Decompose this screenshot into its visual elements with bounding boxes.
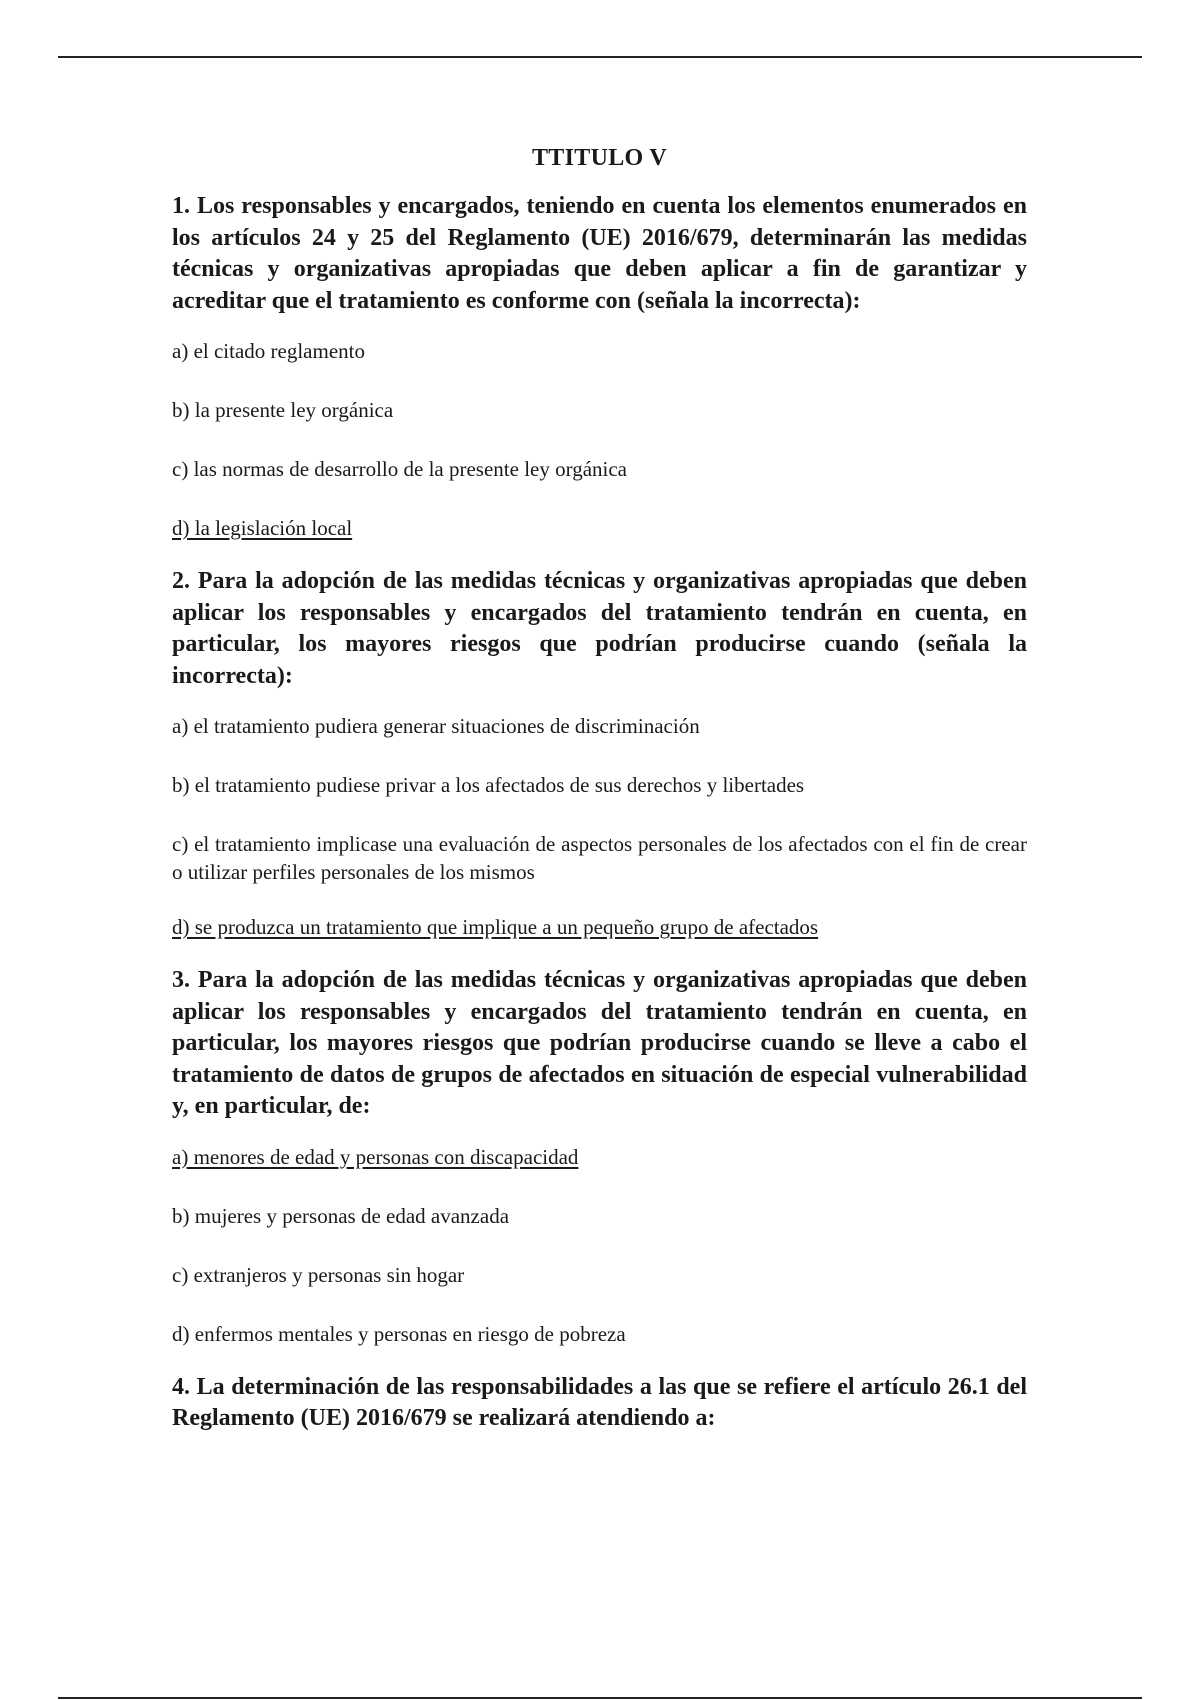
page-title: TTITULO V: [532, 145, 667, 171]
answer-option-c: c) las normas de desarrollo de la presente ley orgánica: [172, 457, 628, 481]
answer-options: [172, 1143, 1027, 1348]
answer-option-d: d) enfermos mentales y personas en riesgo de pobreza: [172, 1321, 626, 1346]
question-text: 4. La determinación de las responsabilidades a las que se refiere el artículo 26.1 del Reglamento (UE) 2016/679 se realizará atendiendo a:: [172, 1373, 1027, 1431]
document-body: [172, 143, 1027, 1435]
question-4: [172, 1372, 1027, 1435]
answer-option-a-correct: a) menores de edad y personas con discapacidad: [172, 1144, 579, 1169]
answer-option-a: a) el citado reglamento: [172, 339, 365, 363]
answer-option-b: b) la presente ley orgánica: [172, 398, 394, 422]
answer-option-a: a) el tratamiento pudiera generar situaciones de discriminación: [172, 714, 700, 738]
question-text: 3. Para la adopción de las medidas técnicas y organizativas apropiadas que deben aplicar los responsables y encargados del tratamiento tendrán en cuenta, en particular, los mayores riesgos que podrían producirse cuando se lleve a cabo el tratamiento de datos de grupos de afectados en situación de especial vulnerabilidad y, en particular, de:: [172, 967, 1027, 1119]
answer-options: [172, 712, 1027, 941]
answer-option-d-correct: d) la legislación local: [172, 516, 353, 540]
footer-rule: [58, 1697, 1142, 1699]
answer-options: [172, 337, 1027, 542]
header-rule: [58, 56, 1142, 58]
answer-option-d-correct: d) se produzca un tratamiento que implique a un pequeño grupo de afectados: [172, 915, 819, 939]
question-2: [172, 566, 1027, 941]
question-3: [172, 965, 1027, 1348]
answer-option-c: c) extranjeros y personas sin hogar: [172, 1262, 465, 1287]
answer-option-b: b) el tratamiento pudiese privar a los afectados de sus derechos y libertades: [172, 773, 805, 797]
question-text: 2. Para la adopción de las medidas técnicas y organizativas apropiadas que deben aplicar los responsables y encargados del tratamiento tendrán en cuenta, en particular, los mayores riesgos que podrían producirse cuando (señala la incorrecta):: [172, 568, 1027, 689]
question-1: [172, 191, 1027, 542]
answer-option-b: b) mujeres y personas de edad avanzada: [172, 1203, 510, 1228]
question-text: 1. Los responsables y encargados, teniendo en cuenta los elementos enumerados en los artículos 24 y 25 del Reglamento (UE) 2016/679, determinarán las medidas técnicas y organizativas apropiadas que deben aplicar a fin de garantizar y acreditar que el tratamiento es conforme con (señala la incorrecta):: [172, 193, 1027, 314]
answer-option-c: c) el tratamiento implicase una evaluación de aspectos personales de los afectados con el fin de crear o utilizar perfiles personales de los mismos: [172, 832, 1027, 884]
